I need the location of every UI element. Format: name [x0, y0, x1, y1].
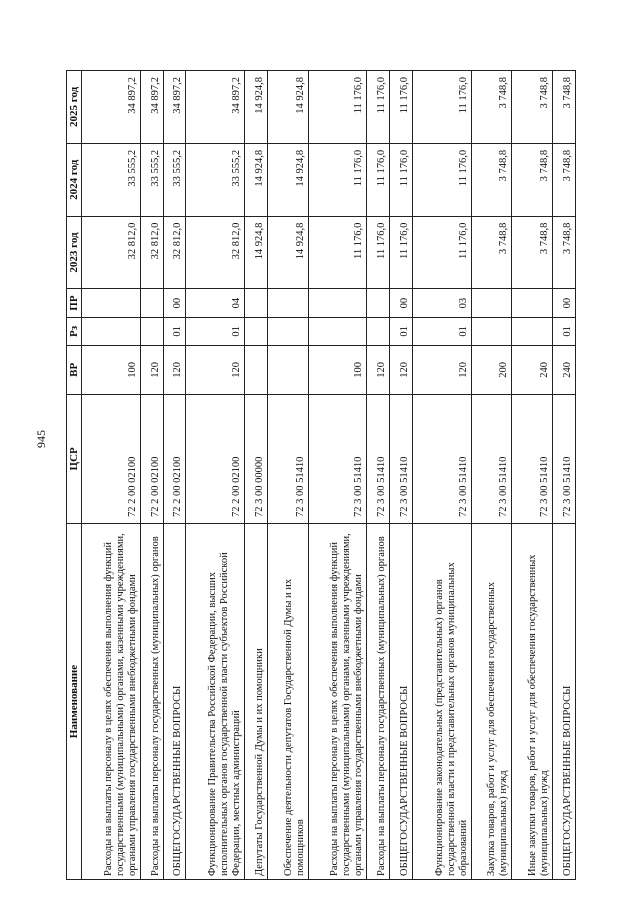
cell-2025: 11 176,0 [412, 71, 471, 144]
cell-rz: 01 [553, 317, 576, 345]
cell-vr: 120 [140, 346, 163, 395]
cell-name: ОБЩЕГОСУДАРСТВЕННЫЕ ВОПРОСЫ [390, 524, 413, 880]
cell-rz [471, 317, 512, 345]
cell-vr: 100 [82, 346, 141, 395]
cell-rz [308, 317, 367, 345]
cell-pr: 00 [390, 289, 413, 317]
cell-pr [308, 289, 367, 317]
cell-vr: 120 [367, 346, 390, 395]
cell-pr [367, 289, 390, 317]
cell-2025: 3 748,8 [471, 71, 512, 144]
cell-2023: 32 812,0 [82, 216, 141, 289]
cell-pr [267, 289, 308, 317]
header-csr: ЦСР [67, 394, 82, 523]
cell-2024: 3 748,8 [553, 143, 576, 216]
cell-pr [82, 289, 141, 317]
cell-rz: 01 [186, 317, 245, 345]
cell-2023: 3 748,8 [553, 216, 576, 289]
cell-2024: 33 555,2 [140, 143, 163, 216]
cell-2024: 11 176,0 [367, 143, 390, 216]
cell-pr [140, 289, 163, 317]
cell-name: Функционирование законодательных (представительных) органов государственной власти и представительных органов муниципальных образований [412, 524, 471, 880]
cell-2023: 32 812,0 [140, 216, 163, 289]
cell-vr: 240 [512, 346, 553, 395]
cell-2023: 11 176,0 [412, 216, 471, 289]
cell-2024: 11 176,0 [390, 143, 413, 216]
cell-name: Иные закупки товаров, работ и услуг для обеспечения государственных (муниципальных) нужд [512, 524, 553, 880]
cell-2023: 11 176,0 [390, 216, 413, 289]
budget-table-container [66, 70, 576, 880]
cell-2023: 32 812,0 [163, 216, 186, 289]
cell-csr: 72 2 00 02100 [140, 394, 163, 523]
cell-name: Расходы на выплаты персоналу государственных (муниципальных) органов [140, 524, 163, 880]
cell-rz: 01 [412, 317, 471, 345]
table-row [186, 71, 245, 880]
cell-2025: 14 924,8 [245, 71, 268, 144]
cell-vr: 200 [471, 346, 512, 395]
cell-csr: 72 3 00 51410 [267, 394, 308, 523]
cell-vr: 100 [308, 346, 367, 395]
cell-pr: 03 [412, 289, 471, 317]
cell-csr: 72 2 00 02100 [186, 394, 245, 523]
cell-pr [512, 289, 553, 317]
cell-rz: 01 [390, 317, 413, 345]
cell-rz [245, 317, 268, 345]
cell-2024: 14 924,8 [245, 143, 268, 216]
table-row [308, 71, 367, 880]
table-row [367, 71, 390, 880]
table-header-row [67, 71, 82, 880]
table-row [553, 71, 576, 880]
cell-name: Расходы на выплаты персоналу в целях обеспечения выполнения функций государственными (муниципальными) органами, казенными учреждениями, органами управления государственными внебюджетными фондами [308, 524, 367, 880]
cell-name: Закупка товаров, работ и услуг для обеспечения государственных (муниципальных) нужд [471, 524, 512, 880]
cell-2023: 14 924,8 [245, 216, 268, 289]
cell-vr: 120 [412, 346, 471, 395]
header-pr: ПР [67, 289, 82, 317]
cell-name: Депутаты Государственной Думы и их помощники [245, 524, 268, 880]
cell-2024: 11 176,0 [412, 143, 471, 216]
cell-2025: 34 897,2 [186, 71, 245, 144]
cell-2023: 32 812,0 [186, 216, 245, 289]
cell-2023: 3 748,8 [512, 216, 553, 289]
cell-rz: 01 [163, 317, 186, 345]
header-2024: 2024 год [67, 143, 82, 216]
header-rz: Рз [67, 317, 82, 345]
cell-2024: 33 555,2 [163, 143, 186, 216]
header-2023: 2023 год [67, 216, 82, 289]
cell-csr: 72 2 00 02100 [163, 394, 186, 523]
table-row [471, 71, 512, 880]
table-row [390, 71, 413, 880]
cell-csr: 72 3 00 51410 [412, 394, 471, 523]
cell-vr [267, 346, 308, 395]
cell-2024: 3 748,8 [512, 143, 553, 216]
cell-csr: 72 3 00 51410 [367, 394, 390, 523]
cell-vr [245, 346, 268, 395]
cell-2025: 3 748,8 [512, 71, 553, 144]
table-row [412, 71, 471, 880]
table-row [512, 71, 553, 880]
cell-name: ОБЩЕГОСУДАРСТВЕННЫЕ ВОПРОСЫ [163, 524, 186, 880]
table-row [163, 71, 186, 880]
cell-pr: 00 [163, 289, 186, 317]
cell-2025: 14 924,8 [267, 71, 308, 144]
cell-csr: 72 3 00 51410 [308, 394, 367, 523]
cell-rz [367, 317, 390, 345]
cell-2023: 11 176,0 [308, 216, 367, 289]
table-row [245, 71, 268, 880]
page-number: 945 [34, 430, 48, 448]
cell-pr: 00 [553, 289, 576, 317]
cell-2024: 3 748,8 [471, 143, 512, 216]
cell-vr: 120 [163, 346, 186, 395]
cell-2025: 11 176,0 [367, 71, 390, 144]
cell-rz [512, 317, 553, 345]
budget-table [66, 70, 576, 880]
cell-pr [245, 289, 268, 317]
cell-name: Функционирование Правительства Российской Федерации, высших исполнительных органов государственной власти субъектов Российской Федерации, местных администраций [186, 524, 245, 880]
cell-name: Расходы на выплаты персоналу в целях обеспечения выполнения функций государственными (муниципальными) органами, казенными учреждениями, органами управления государственными внебюджетными фондами [82, 524, 141, 880]
cell-name: Расходы на выплаты персоналу государственных (муниципальных) органов [367, 524, 390, 880]
cell-vr: 120 [390, 346, 413, 395]
cell-2025: 34 897,2 [140, 71, 163, 144]
cell-2023: 14 924,8 [267, 216, 308, 289]
table-row [267, 71, 308, 880]
cell-2024: 33 555,2 [82, 143, 141, 216]
cell-2023: 3 748,8 [471, 216, 512, 289]
cell-2025: 34 897,2 [163, 71, 186, 144]
table-row [140, 71, 163, 880]
cell-name: Обеспечение деятельности депутатов Государственной Думы и их помощников [267, 524, 308, 880]
cell-2023: 11 176,0 [367, 216, 390, 289]
table-row [82, 71, 141, 880]
cell-2025: 3 748,8 [553, 71, 576, 144]
cell-rz [267, 317, 308, 345]
cell-pr [471, 289, 512, 317]
cell-name: ОБЩЕГОСУДАРСТВЕННЫЕ ВОПРОСЫ [553, 524, 576, 880]
cell-vr: 240 [553, 346, 576, 395]
cell-csr: 72 3 00 51410 [512, 394, 553, 523]
cell-vr: 120 [186, 346, 245, 395]
cell-2024: 11 176,0 [308, 143, 367, 216]
cell-2024: 14 924,8 [267, 143, 308, 216]
cell-pr: 04 [186, 289, 245, 317]
cell-csr: 72 3 00 51410 [553, 394, 576, 523]
cell-2025: 11 176,0 [390, 71, 413, 144]
cell-csr: 72 3 00 00000 [245, 394, 268, 523]
cell-csr: 72 3 00 51410 [471, 394, 512, 523]
cell-2025: 11 176,0 [308, 71, 367, 144]
cell-2024: 33 555,2 [186, 143, 245, 216]
header-name: Наименование [67, 524, 82, 880]
cell-csr: 72 3 00 51410 [390, 394, 413, 523]
cell-2025: 34 897,2 [82, 71, 141, 144]
cell-csr: 72 2 00 02100 [82, 394, 141, 523]
header-2025: 2025 год [67, 71, 82, 144]
cell-rz [140, 317, 163, 345]
header-vr: ВР [67, 346, 82, 395]
cell-rz [82, 317, 141, 345]
